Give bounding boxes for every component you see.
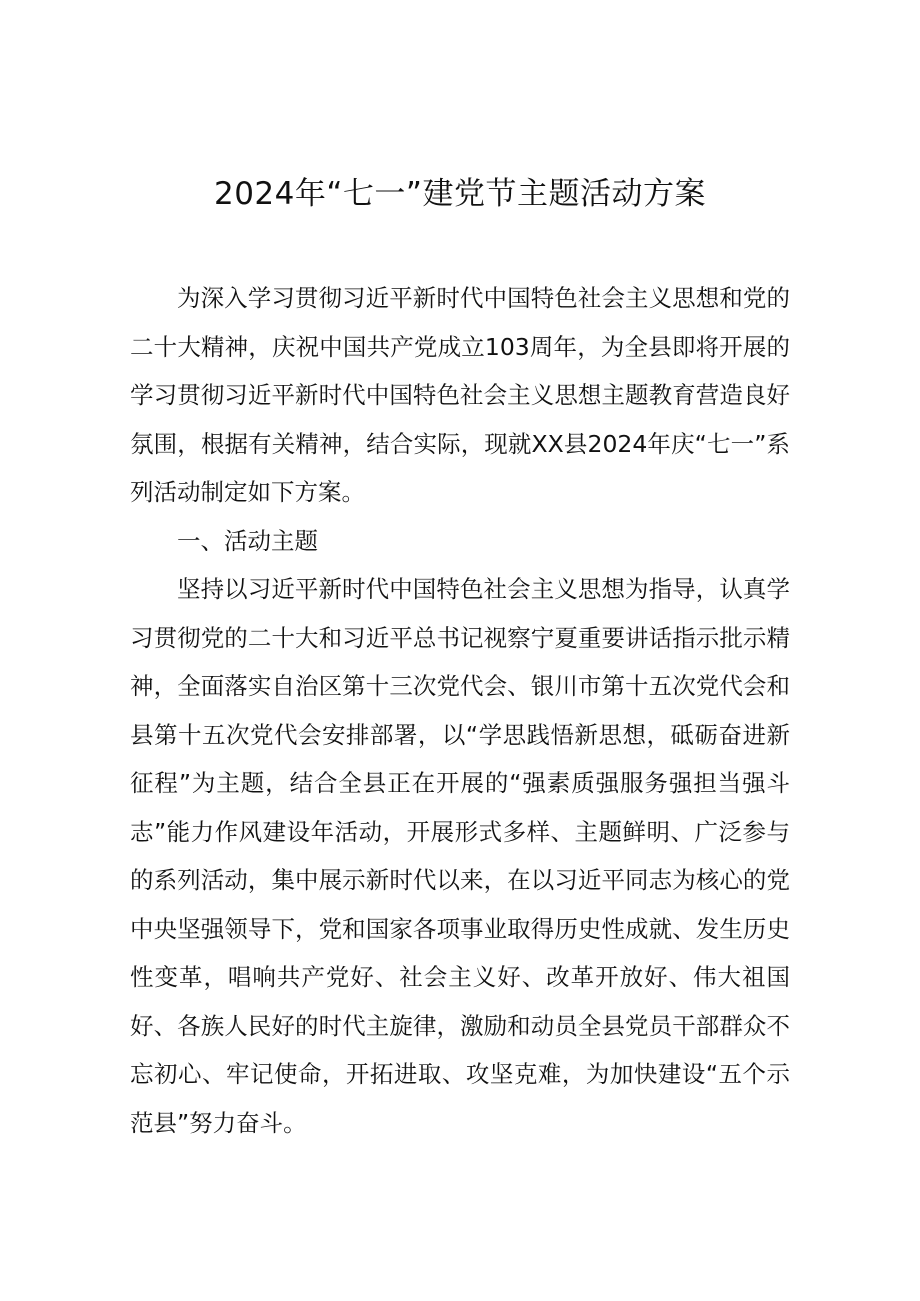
document-title: 2024年“七一”建党节主题活动方案 [213, 176, 706, 212]
theme-paragraph: 坚持以习近平新时代中国特色社会主义思想为指导，认真学习贯彻党的二十大和习近平总书记视察宁夏重要讲话指示批示精神，全面落实自治区第十三次党代会、银川市第十五次党代会和县第十五次党代会安排部署，以“学思践悟新思想，砥砺奋进新征程”为主题，结合全县正在开展的“强素质强服务强担当强斗志”能力作风建设年活动，开展形式多样、主题鲜明、广泛参与的系列活动，集中展示新时代以来，在以习近平同志为核心的党中央坚强领导下，党和国家各项事业取得历史性成就、发生历史性变革，唱响共产党好、社会主义好、改革开放好、伟大祖国好、各族人民好的时代主旋律，激励和动员全县党员干部群众不忘初心、牢记使命，开拓进取、攻坚克难，为加快建设“五个示范县”努力奋斗。 [130, 575, 790, 1137]
intro-paragraph: 为深入学习贯彻习近平新时代中国特色社会主义思想和党的二十大精神，庆祝中国共产党成立103周年，为全县即将开展的学习贯彻习近平新时代中国特色社会主义思想主题教育营造良好氛围，根据有关精神，结合实际，现就XX县2024年庆“七一”系列活动制定如下方案。 [130, 284, 790, 506]
document-body [130, 274, 790, 1147]
section-heading: 一、活动主题 [177, 526, 318, 555]
